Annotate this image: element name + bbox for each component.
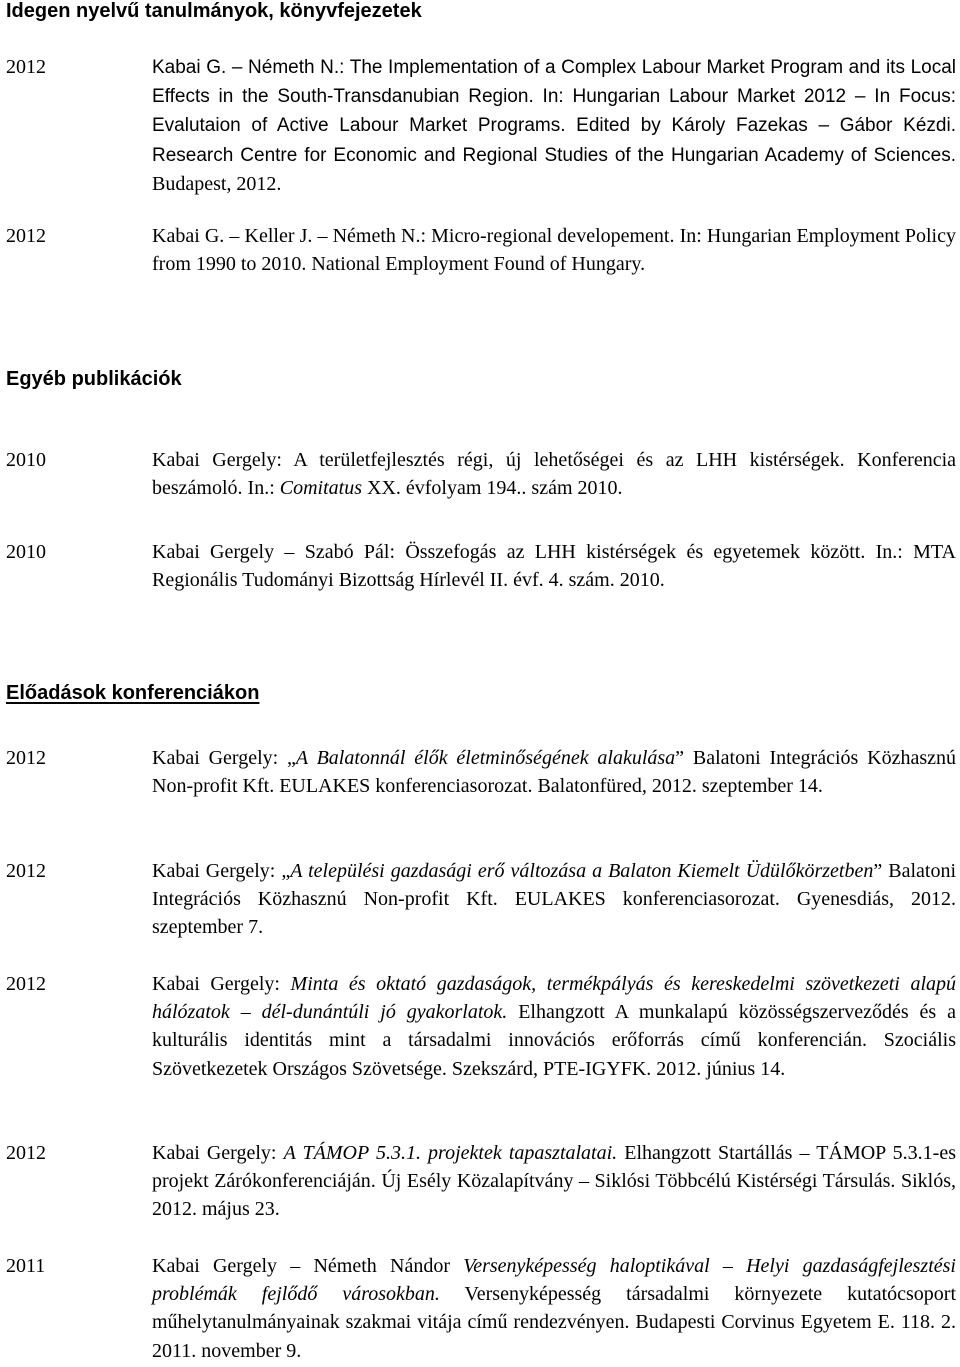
- entry-text-part: Kabai Gergely – Németh Nándor: [152, 1255, 464, 1277]
- entry-text-part: Versenyképesség haloptikával – Helyi gazdaságfejlesztési problémák fejlődő városokban.: [152, 1255, 956, 1306]
- section-heading: Egyéb publikációk: [6, 368, 182, 390]
- entry-text-part: XX. évfolyam 194.. szám 2010.: [362, 477, 623, 500]
- entry-text-part: Comitatus: [279, 477, 362, 500]
- entry-text-part: Kabai Gergely – Szabó Pál: Összefogás az LHH kistérségek és egyetemek között. In.: MTA Regionális Tudományi Bizottság Hírlevél II. évf. 4. szám. 2010.: [152, 541, 956, 592]
- entry-text-part: Budapest, 2012.: [152, 172, 282, 195]
- entry-text-part: Elhangzott A munkalapú közösségszerveződés és a kulturális identitás mint a társadalmi innovációs erőforrás című konferencián. Szociális Szövetkezetek Országos Szövetsége. Szekszárd, PTE-IGYFK. 2012. június 14.: [152, 1001, 957, 1080]
- entry-text-part: ” Balatoni Integrációs Közhasznú Non-profit Kft. EULAKES konferenciasorozat. Gyenesdiás, 2012. szeptember 7.: [152, 860, 956, 939]
- entry-year: 2012: [6, 747, 46, 769]
- entry-text-part: Versenyképesség társadalmi környezete kutatócsoport műhelytanulmányainak szakmai vitája című rendezvényen. Budapesti Corvinus Egyetem E. 118. 2. 2011. november 9.: [152, 1283, 957, 1362]
- entry-text-part: A Balatonnál élők életminőségének alakulása: [295, 747, 676, 769]
- entry-text-part: A TÁMOP 5.3.1. projektek tapasztalatai.: [283, 1142, 618, 1164]
- entry-text-part: Kabai G. – Keller J. – Németh N.: Micro-regional developement. In: Hungarian Employment Policy from 1990 to 2010. National Employment Found of Hungary.: [152, 225, 956, 276]
- entry-text-part: Kabai Gergely:: [152, 973, 291, 995]
- entry-text: [152, 744, 956, 800]
- entry-year: 2012: [6, 1142, 46, 1164]
- entry-text-part: Kabai Gergely: A területfejlesztés régi, új lehetőségei és az LHH kistérségek. Konferencia beszámoló. In.:: [152, 449, 956, 500]
- entry-text: [152, 857, 956, 942]
- entry-year: 2012: [6, 860, 46, 882]
- entry-year: 2010: [6, 541, 46, 563]
- entry-year: 2012: [6, 973, 46, 995]
- entry-text-part: A települési gazdasági erő változása a Balaton Kiemelt Üdülőkörzetben: [290, 860, 874, 882]
- entry-text: [152, 222, 956, 278]
- entry-text: [152, 1252, 956, 1365]
- entry-text-part: Elhangzott Startállás – TÁMOP 5.3.1-es projekt Zárókonferenciáján. Új Esély Közalapítvány – Siklósi Többcélú Kistérségi Társulás. Siklós, 2012. május 23.: [152, 1142, 956, 1221]
- entry-text-part: Kabai Gergely: „: [152, 747, 296, 769]
- entry-year: 2012: [6, 225, 46, 247]
- entry-text-part: Kabai Gergely:: [152, 1142, 284, 1164]
- entry-year: 2011: [6, 1255, 46, 1277]
- entry-text: [152, 53, 956, 198]
- entry-text-part: Minta és oktató gazdaságok, termékpályás és kereskedelmi szövetkezeti alapú hálózatok – dél-dunántúli jó gyakorlatok.: [152, 973, 956, 1024]
- entry-year: 2010: [6, 449, 46, 471]
- entry-text: [152, 1139, 956, 1224]
- entry-year: 2012: [6, 56, 46, 78]
- entry-text-part: Kabai G. – Németh N.: The Implementation of a Complex Labour Market Program and its Local Effects in the South-Transdanubian Region. In: Hungarian Labour Market 2012 – In Focus: Evalutaion of Active Labour Market Programs. Edited by Károly Fazekas – Gábor Kézdi. Research Centre for Economic and Regional Studies of the Hungarian Academy of Sciences.: [152, 57, 956, 166]
- entry-text-part: Kabai Gergely: „: [152, 860, 291, 882]
- entry-text-part: ” Balatoni Integrációs Közhasznú Non-profit Kft. EULAKES konferenciasorozat. Balatonfüred, 2012. szeptember 14.: [152, 747, 956, 798]
- section-heading: Idegen nyelvű tanulmányok, könyvfejezetek: [6, 0, 422, 22]
- section-heading: Előadások konferenciákon: [6, 682, 260, 704]
- entry-text: [152, 446, 956, 502]
- entry-text: [152, 538, 956, 594]
- entry-text: [152, 970, 956, 1083]
